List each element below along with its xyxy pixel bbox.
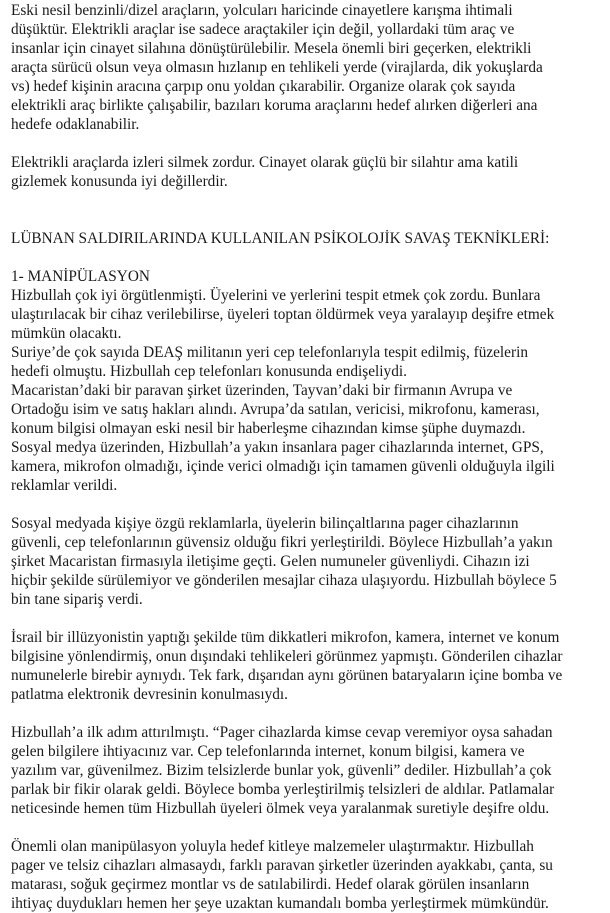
text-line: mümkün olacaktı. bbox=[11, 325, 122, 342]
text-line: parlak bir fikir olarak geldi. Böylece bomba yerleştirilmiş telsizleri de aldılar. Patlamalar bbox=[11, 781, 555, 798]
text-line: Hizbullah çok iyi örgütlenmişti. Üyelerini ve yerlerini tespit etmek çok zordu. Bunlara bbox=[11, 287, 541, 304]
text-line: Elektrikli araçlarda izleri silmek zordur. Cinayet olarak güçlü bir silahtır ama katili bbox=[11, 154, 519, 171]
text-line: Hizbullah’a ilk adım attırılmıştı. “Pager cihazlarda kimse cevap veremiyor oysa sahadan bbox=[11, 724, 553, 741]
text-line: Sosyal medya üzerinden, Hizbullah’a yakın insanlara pager cihazlarında internet, GPS, bbox=[11, 439, 544, 456]
section-subtitle: 1- MANİPÜLASYON bbox=[11, 268, 150, 285]
text-line: vs) hedef kişinin aracına çarpıp onu yoldan çıkarabilir. Organize olarak çok sayıda bbox=[11, 78, 516, 95]
text-line: ihtiyaç duydukları hemen her şeye uzaktan kumandalı bomba yerleştirmek mümkündür. bbox=[11, 895, 549, 912]
intro-paragraph-1 bbox=[11, 1, 590, 134]
text-line: hedefe odaklanabilir. bbox=[11, 116, 140, 133]
text-line: şirket Macaristan firmasıyla iletişime geçti. Gelen numuneler güvenliydi. Cihazın izi bbox=[11, 553, 530, 570]
text-line: güvenli, cep telefonlarının güvensiz olduğu fikri yerleştirildi. Böylece Hizbullah’a yakın bbox=[11, 534, 553, 551]
section-title: LÜBNAN SALDIRILARINDA KULLANILAN PSİKOLOJİK SAVAŞ TEKNİKLERİ: bbox=[11, 230, 550, 247]
text-line: gizlemek konusunda iyi değillerdir. bbox=[11, 173, 228, 190]
body-paragraph-4 bbox=[11, 628, 590, 704]
body-paragraph-3 bbox=[11, 514, 590, 609]
text-line: Ortadoğu isim ve satış hakları alındı. Avrupa’da satılan, vericisi, mikrofonu, kamerası, bbox=[11, 401, 540, 418]
text-line: matarası, soğuk geçirmez montlar vs de satılabilirdi. Hedef olarak görülen insanların bbox=[11, 876, 530, 893]
text-line: hedefi olmuştu. Hizbullah cep telefonları konusunda endişeliydi. bbox=[11, 363, 407, 380]
text-line: reklamlar verildi. bbox=[11, 477, 118, 494]
text-line: elektrikli araç birlikte çalışabilir, bazıları koruma araçlarını hedef alırken diğerleri ana bbox=[11, 97, 538, 114]
text-line: Suriye’de çok sayıda DEAŞ militanın yeri cep telefonlarıyla tespit edilmiş, füzelerin bbox=[11, 344, 528, 361]
text-line: bilgisine yönlendirmiş, onun dışındaki tehlikeleri görünmez yapmıştı. Gönderilen cihazlar bbox=[11, 648, 563, 665]
text-line: yazılım var, güvenilmez. Bizim telsizlerde bunlar yok, güvenli” dediler. Hizbullah’a çok bbox=[11, 762, 552, 779]
text-line: Eski nesil benzinli/dizel araçların, yolcuları haricinde cinayetlere karışma ihtimali bbox=[11, 2, 513, 19]
text-line: Önemli olan manipülasyon yoluyla hedef kitleye malzemeler ulaştırmaktır. Hizbullah bbox=[11, 838, 534, 855]
text-line: Macaristan’daki bir paravan şirket üzerinden, Tayvan’daki bir firmanın Avrupa ve bbox=[11, 382, 513, 399]
text-line: bin tane sipariş verdi. bbox=[11, 591, 143, 608]
text-line: İsrail bir illüzyonistin yaptığı şekilde tüm dikkatleri mikrofon, kamera, internet ve konum bbox=[11, 629, 560, 646]
text-line: ulaştırılacak bir cihaz verilebilirse, üyeleri toptan öldürmek veya yaralayıp deşifre etmek bbox=[11, 306, 555, 323]
text-line: Sosyal medyada kişiye özgü reklamlarla, üyelerin bilinçaltlarına pager cihazlarının bbox=[11, 515, 519, 532]
text-line: neticesinde hemen tüm Hizbullah üyeleri ölmek veya yaralanmak suretiyle deşifre oldu. bbox=[11, 800, 550, 817]
text-line: araçta sürücü olsun veya olmasın hızlanıp en tehlikeli yerde (virajlarda, dik yokuşlarda bbox=[11, 59, 543, 76]
text-line: gelen bilgilere ihtiyacınız var. Cep telefonlarında internet, konum bilgisi, kamera ve bbox=[11, 743, 525, 760]
text-line: patlatma elektronik devresinin konulmasıydı. bbox=[11, 686, 288, 703]
text-line: numunelerle birebir aynıydı. Tek fark, dışarıdan aynı görünen bataryaların içine bomba ve bbox=[11, 667, 563, 684]
text-line: konum bilgisi olmayan eski nesil bir haberleşme cihazından kimse şüphe duymazdı. bbox=[11, 420, 526, 437]
text-line: düşüktür. Elektrikli araçlar ise sadece araçtakiler için değil, yollardaki tüm araç ve bbox=[11, 21, 515, 38]
body-paragraph-a bbox=[11, 286, 590, 495]
intro-paragraph-2 bbox=[11, 153, 590, 191]
text-line: hiçbir şekilde sürülemiyor ve gönderilen mesajlar cihaza ulaşıyordu. Hizbullah böylece 5 bbox=[11, 572, 557, 589]
body-paragraph-5 bbox=[11, 723, 590, 818]
text-line: kamera, mikrofon olmadığı, içinde verici olmadığı için tamamen güvenli olduğuyla ilgili bbox=[11, 458, 555, 475]
text-line: pager ve telsiz cihazları almasaydı, farklı paravan şirketler üzerinden ayakkabı, çanta, su bbox=[11, 857, 553, 874]
text-line: insanlar için cinayet silahına dönüştürülebilir. Mesela önemli biri geçerken, elektrikli bbox=[11, 40, 532, 57]
